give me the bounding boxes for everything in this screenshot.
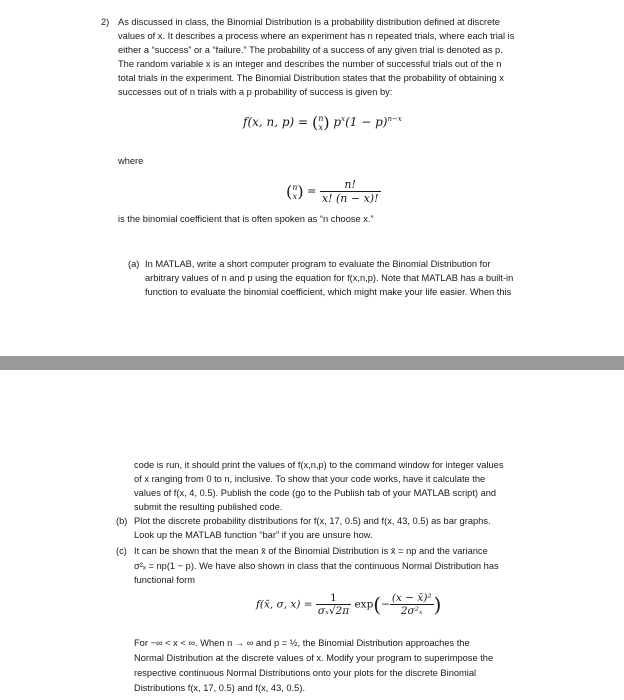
part-a-cont-line: code is run, it should print the values of f(x,n,p) to the command window for integer values xyxy=(134,460,504,470)
eq1-rhs: p xyxy=(333,115,342,129)
page-break-divider xyxy=(0,356,624,370)
eq3-exp: exp xyxy=(354,598,374,611)
part-a-line: arbitrary values of n and p using the equation for f(x,n,p). Note that MATLAB has a built-in xyxy=(145,273,514,283)
eq3-inner-numerator: (x − x̄)² xyxy=(391,592,432,604)
eq2-binom-top: n xyxy=(292,182,298,192)
closing-line: respective continuous Normal Distributions onto your plots for the discrete Binomial xyxy=(134,668,477,678)
normal-distribution-equation: f(x̄, σ, x) = $\frac{1}{\text{σₓ√2π}}$ exp(− $\frac{\text{(x − x̄)²}}{\text{2σ²ₓ}}$ ) xyxy=(256,592,442,617)
eq1-binom-bottom: x xyxy=(318,122,324,132)
eq3-numerator: 1 xyxy=(316,592,351,605)
closing-line: For −∞ < x < ∞. When n → ∞ and p = ½, the Binomial Distribution approaches the xyxy=(134,638,470,648)
eq2-equals: = xyxy=(307,184,317,198)
intro-line: As discussed in class, the Binomial Distribution is a probability distribution defined at discrete xyxy=(118,17,500,27)
part-b-label: (b) xyxy=(116,516,128,526)
eq3-inner-denominator: 2σ²ₓ xyxy=(400,605,423,617)
where-label: where xyxy=(118,156,144,166)
problem-number: 2) xyxy=(101,17,110,27)
binom-coefficient-note: is the binomial coefficient that is often spoken as “n choose x.” xyxy=(118,214,374,224)
part-b-line: Look up the MATLAB function “bar” if you are unsure how. xyxy=(134,530,373,540)
part-c-line: It can be shown that the mean x̄ of the Binomial Distribution is x̄ = np and the variance xyxy=(134,546,488,556)
part-a-cont-line: values of f(x, 4, 0.5). Publish the code (go to the Publish tab of your MATLAB script) and xyxy=(134,488,497,498)
eq1-rhs2-exponent: n−x xyxy=(387,115,402,123)
intro-line: The random variable x is an integer and describes the number of successful trials out of the n xyxy=(118,59,502,69)
eq2-numerator: n! xyxy=(320,178,381,192)
eq2-binom-bottom: x xyxy=(292,191,298,201)
part-c-label: (c) xyxy=(116,546,127,556)
intro-line: either a “success” or a “failure.” The probability of a success of any given trial is denoted as p. xyxy=(118,45,503,55)
document-page-2 xyxy=(0,370,624,700)
binomial-coefficient-equation: ( n x ) = $\frac{n!}{x! (n - x)!}$ xyxy=(286,178,379,205)
intro-line: total trials in the experiment. The Binomial Distribution states that the probability of obtaining x xyxy=(118,73,504,83)
part-c-line: σ²ₓ = np(1 − p). We have also shown in class that the continuous Normal Distribution has xyxy=(134,561,499,571)
part-a-label: (a) xyxy=(128,259,140,269)
eq3-lhs: f(x̄, σ, x) = xyxy=(256,598,313,611)
eq1-rhs2: (1 − p) xyxy=(345,115,388,129)
eq2-denominator: x! (n − x)! xyxy=(321,192,379,205)
part-a-cont-line: submit the resulting published code. xyxy=(134,502,283,512)
eq1-binom-top: n xyxy=(318,113,324,123)
part-b-line: Plot the discrete probability distributions for f(x, 17, 0.5) and f(x, 43, 0.5) as bar graphs. xyxy=(134,516,491,526)
closing-line: Distributions f(x, 17, 0.5) and f(x, 43, 0.5). xyxy=(134,683,306,693)
part-a-line: In MATLAB, write a short computer program to evaluate the Binomial Distribution for xyxy=(145,259,491,269)
part-a-line: function to evaluate the binomial coefficient, which might make your life easier. When this xyxy=(145,287,512,297)
intro-line: values of x. It describes a process where an experiment has n repeated trials, where each trial is xyxy=(118,31,515,41)
intro-line: successes out of n trials with a p probability of success is given by: xyxy=(118,87,393,97)
part-c-line: functional form xyxy=(134,575,195,585)
closing-line: Normal Distribution at the discrete values of x. Modify your program to superimpose the xyxy=(134,653,494,663)
binomial-distribution-equation: f(x, n, p) = ( n x ) $p^x(1 - p)^{n-x}$ xyxy=(243,113,402,132)
eq3-denominator: σₓ√2π xyxy=(317,605,350,617)
eq1-lhs: f(x, n, p) = xyxy=(243,115,309,129)
eq1-rhs-exponent: x xyxy=(341,115,346,123)
part-a-cont-line: of x ranging from 0 to n, inclusive. To show that your code works, have it calculate the xyxy=(134,474,486,484)
